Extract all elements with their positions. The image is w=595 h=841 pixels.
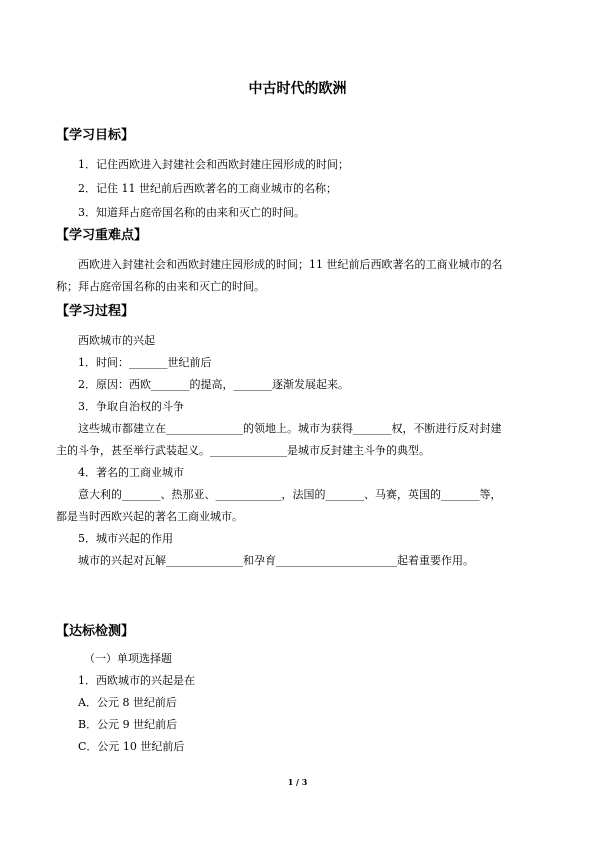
process-line: 4．著名的工商业城市: [78, 466, 184, 479]
question-stem: 1．西欧城市的兴起是在: [78, 674, 195, 687]
answer-option: C．公元 10 世纪前后: [78, 740, 185, 753]
goal-item: 3．知道拜占庭帝国名称的由来和灭亡的时间。: [78, 206, 305, 219]
answer-option: A．公元 8 世纪前后: [78, 696, 177, 709]
process-line: 主的斗争，甚至举行武装起义。______________是城市反封建主斗争的典型。: [56, 444, 430, 457]
goal-item: 2．记住 11 世纪前后西欧著名的工商业城市的名称；: [78, 182, 337, 195]
page-number: 1 / 3: [287, 777, 308, 787]
process-line: 1．时间：_______世纪前后: [78, 356, 212, 369]
process-line: 5．城市兴起的作用: [78, 532, 173, 545]
goal-item: 1．记住西欧进入封建社会和西欧封建庄园形成的时间；: [78, 158, 349, 171]
process-line: 都是当时西欧兴起的著名工商业城市。: [56, 510, 243, 523]
process-line: 意大利的_______、热那亚、____________，法国的_______、马赛，英国的_______等，: [78, 488, 502, 501]
process-line: 城市的兴起对瓦解______________和孕育______________________起着重要作用。: [78, 554, 474, 567]
answer-option: B．公元 9 世纪前后: [78, 718, 178, 731]
section-heading-test: 【达标检测】: [56, 624, 135, 639]
section-heading-goals: 【学习目标】: [56, 128, 135, 143]
section-heading-key-points: 【学习重难点】: [56, 228, 148, 243]
key-points-text: 称；拜占庭帝国名称的由来和灭亡的时间。: [56, 280, 265, 293]
page-title: 中古时代的欧洲: [248, 81, 347, 97]
process-line: 这些城市都建立在______________的领地上。城市为获得_______权，不断进行反对封建: [78, 422, 502, 435]
test-subtitle: （一）单项选择题: [84, 652, 172, 665]
process-line: 2．原因：西欧_______的提高，_______逐渐发展起来。: [78, 378, 349, 391]
process-line: 3．争取自治权的斗争: [78, 400, 184, 413]
key-points-text: 西欧进入封建社会和西欧封建庄园形成的时间；11 世纪前后西欧著名的工商业城市的名: [78, 258, 503, 271]
section-heading-process: 【学习过程】: [56, 304, 135, 319]
process-subtitle: 西欧城市的兴起: [78, 334, 155, 347]
